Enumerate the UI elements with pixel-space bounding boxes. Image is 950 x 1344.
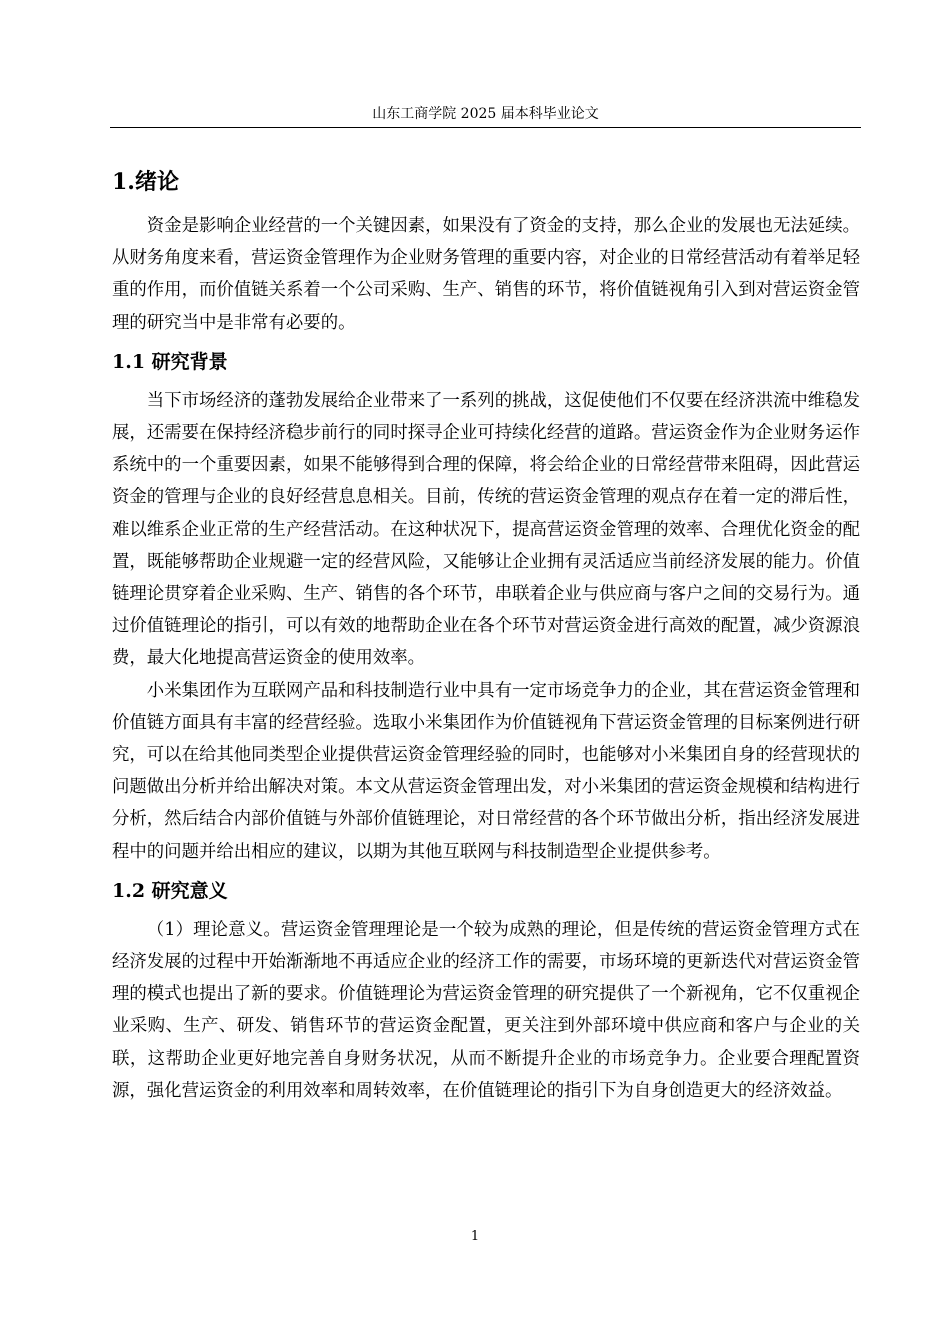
background-paragraph-1: 当下市场经济的蓬勃发展给企业带来了一系列的挑战，这促使他们不仅要在经济洪流中维稳发展，还需要在保持经济稳步前行的同时探寻企业可持续化经营的道路。营运资金作为企业财务运作系统中的一个重要因素，如果不能够得到合理的保障，将会给企业的日常经营带来阻碍，因此营运资金的管理与企业的良好经营息息相关。目前，传统的营运资金管理的观点存在着一定的滞后性，难以维系企业正常的生产经营活动。在这种状况下，提高营运资金管理的效率、合理优化资金的配置，既能够帮助企业规避一定的经营风险，又能够让企业拥有灵活适应当前经济发展的能力。价值链理论贯穿着企业采购、生产、销售的各个环节，串联着企业与供应商与客户之间的交易行为。通过价值链理论的指引，可以有效的地帮助企业在各个环节对营运资金进行高效的配置，减少资源浪费，最大化地提高营运资金的使用效率。 (112, 390, 860, 669)
header-rule (110, 127, 861, 128)
section-title-significance: 1.2 研究意义 (112, 879, 228, 902)
background-paragraph-2: 小米集团作为互联网产品和科技制造行业中具有一定市场竞争力的企业，其在营运资金管理和价值链方面具有丰富的经营经验。选取小米集团作为价值链视角下营运资金管理的目标案例进行研究，可以在给其他同类型企业提供营运资金管理经验的同时，也能够对小米集团自身的经营现状的问题做出分析并给出解决对策。本文从营运资金管理出发，对小米集团的营运资金规模和结构进行分析，然后结合内部价值链与外部价值链理论，对日常经营的各个环节做出分析，指出经济发展进程中的问题并给出相应的建议，以期为其他互联网与科技制造型企业提供参考。 (112, 680, 860, 862)
page-body (112, 160, 860, 1107)
chapter-intro-paragraph: 资金是影响企业经营的一个关键因素，如果没有了资金的支持，那么企业的发展也无法延续。从财务角度来看，营运资金管理作为企业财务管理的重要内容，对企业的日常经营活动有着举足轻重的作用，而价值链关系着一个公司采购、生产、销售的环节，将价值链视角引入到对营运资金管理的研究当中是非常有必要的。 (112, 216, 860, 333)
chapter-title: 1.绪论 (112, 169, 179, 195)
page-number: 1 (470, 1229, 480, 1244)
significance-paragraph-1: （1）理论意义。营运资金管理理论是一个较为成熟的理论，但是传统的营运资金管理方式在经济发展的过程中开始渐渐地不再适应企业的经济工作的需要，市场环境的更新迭代对营运资金管理的模式也提出了新的要求。价值链理论为营运资金管理的研究提供了一个新视角，它不仅重视企业采购、生产、研发、销售环节的营运资金配置，更关注到外部环境中供应商和客户与企业的关联，这帮助企业更好地完善自身财务状况，从而不断提升企业的市场竞争力。企业要合理配置资源，强化营运资金的利用效率和周转效率，在价值链理论的指引下为自身创造更大的经济效益。 (112, 919, 860, 1101)
section-title-background: 1.1 研究背景 (112, 350, 228, 373)
running-header: 山东工商学院 2025 届本科毕业论文 (372, 106, 599, 122)
